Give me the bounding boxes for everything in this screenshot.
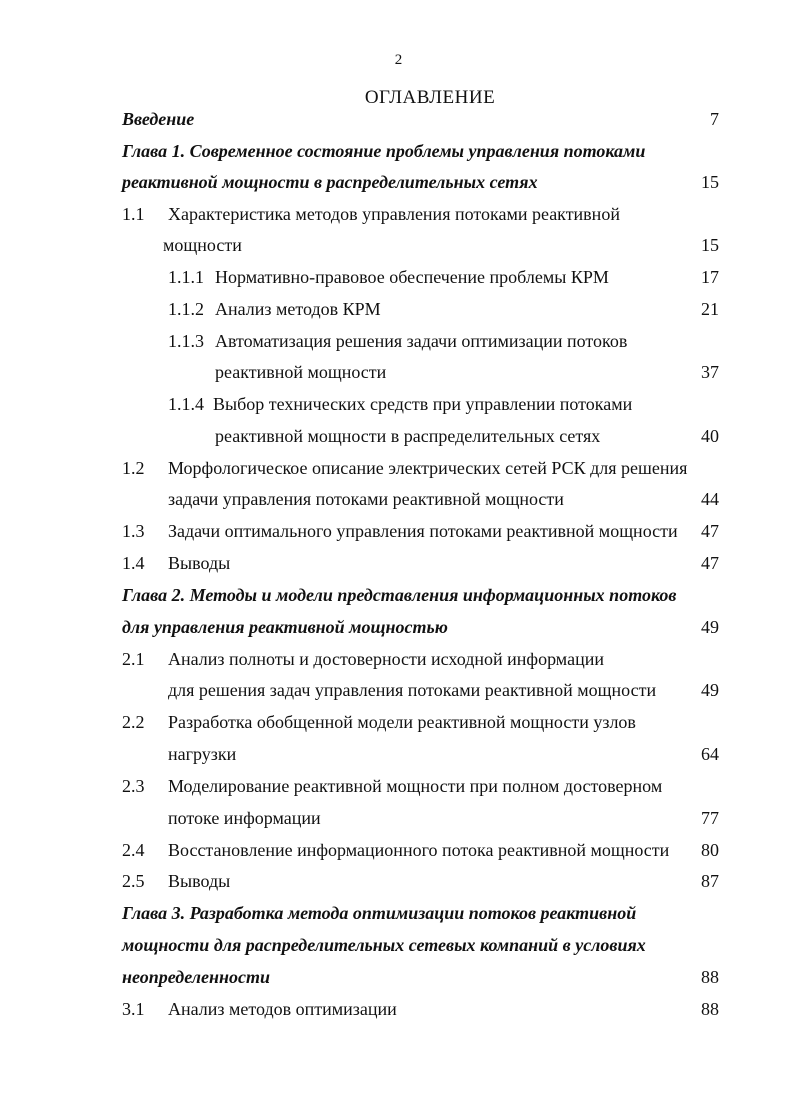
toc-entry-text: Выбор технических средств при управлении потоками bbox=[213, 394, 633, 414]
toc-entry bbox=[0, 771, 797, 801]
toc-entry-page: 17 bbox=[701, 267, 719, 287]
toc-entry bbox=[0, 930, 797, 960]
toc-entry-number: 1.2 bbox=[122, 458, 145, 478]
toc-entry-number: 2.4 bbox=[122, 840, 145, 860]
toc-entry-page: 87 bbox=[701, 871, 719, 891]
toc-entry bbox=[0, 389, 797, 419]
toc-entry bbox=[0, 962, 797, 992]
toc-entry bbox=[0, 167, 797, 197]
toc-entry-text: для управления реактивной мощностью bbox=[122, 617, 448, 637]
toc-entry-page: 21 bbox=[701, 299, 719, 319]
toc-entry-text: Восстановление информационного потока реактивной мощности bbox=[168, 840, 670, 860]
toc-entry bbox=[0, 898, 797, 928]
toc-entry-page: 44 bbox=[701, 489, 719, 509]
toc-entry-page: 77 bbox=[701, 808, 719, 828]
toc-entry bbox=[0, 994, 797, 1024]
toc-entry bbox=[0, 803, 797, 833]
toc-entry-text: реактивной мощности в распределительных сетях bbox=[122, 172, 538, 192]
toc-entry bbox=[0, 357, 797, 387]
toc-entry-page: 49 bbox=[701, 617, 719, 637]
toc-entry bbox=[0, 326, 797, 356]
toc-entry-text: Моделирование реактивной мощности при полном достоверном bbox=[168, 776, 663, 796]
toc-entry-text: Выводы bbox=[168, 553, 231, 573]
toc-entry-text: Автоматизация решения задачи оптимизации потоков bbox=[215, 331, 628, 351]
toc-entry-number: 2.1 bbox=[122, 649, 145, 669]
toc-title: ОГЛАВЛЕНИЕ bbox=[364, 87, 496, 108]
toc-entry-text: Нормативно-правовое обеспечение проблемы КРМ bbox=[215, 267, 609, 287]
toc-entry-text: Морфологическое описание электрических сетей РСК для решения bbox=[168, 458, 688, 478]
toc-entry bbox=[0, 104, 797, 134]
toc-entry-number: 1.1.3 bbox=[168, 331, 204, 351]
toc-entry-number: 1.1.2 bbox=[168, 299, 204, 319]
toc-entry-page: 49 bbox=[701, 680, 719, 700]
toc-entry-text: Разработка обобщенной модели реактивной мощности узлов bbox=[168, 712, 636, 732]
toc-entry-text: задачи управления потоками реактивной мощности bbox=[168, 489, 564, 509]
toc-entry-page: 80 bbox=[701, 840, 719, 860]
toc-entry-text: мощности bbox=[163, 235, 242, 255]
toc-entry-number: 3.1 bbox=[122, 999, 145, 1019]
toc-entry-page: 15 bbox=[701, 235, 719, 255]
toc-entry-page: 88 bbox=[701, 967, 719, 987]
toc-entry-text: реактивной мощности bbox=[215, 362, 387, 382]
toc-entry-page: 64 bbox=[701, 744, 719, 764]
toc-entry bbox=[0, 294, 797, 324]
toc-entry-text: Выводы bbox=[168, 871, 231, 891]
toc-entry-number: 2.3 bbox=[122, 776, 145, 796]
toc-entry-text: реактивной мощности в распределительных сетях bbox=[215, 426, 601, 446]
toc-entry bbox=[0, 866, 797, 896]
toc-entry-number: 1.1.1 bbox=[168, 267, 204, 287]
toc-entry-page: 15 bbox=[701, 172, 719, 192]
toc-entry bbox=[0, 580, 797, 610]
toc-entry-text: Анализ методов КРМ bbox=[215, 299, 381, 319]
toc-entry-number: 1.1 bbox=[122, 204, 145, 224]
toc-entry-text: мощности для распределительных сетевых компаний в условиях bbox=[122, 935, 646, 955]
toc-entry bbox=[0, 484, 797, 514]
toc-entry-page: 40 bbox=[701, 426, 719, 446]
toc-entry bbox=[0, 739, 797, 769]
toc-entry-text: Глава 2. Методы и модели представления информационных потоков bbox=[122, 585, 677, 605]
toc-entry-number: 1.4 bbox=[122, 553, 145, 573]
toc-entry-text: для решения задач управления потоками реактивной мощности bbox=[168, 680, 657, 700]
toc-entry bbox=[0, 262, 797, 292]
toc-entry-page: 47 bbox=[701, 521, 719, 541]
toc-entry-text: нагрузки bbox=[168, 744, 237, 764]
toc-entry bbox=[0, 136, 797, 166]
toc-entry bbox=[0, 516, 797, 546]
toc-entry bbox=[0, 199, 797, 229]
toc-entry-page: 37 bbox=[701, 362, 719, 382]
toc-entry bbox=[0, 453, 797, 483]
toc-entry-text: Задачи оптимального управления потоками реактивной мощности bbox=[168, 521, 678, 541]
toc-entry-page: 88 bbox=[701, 999, 719, 1019]
toc-entry bbox=[0, 675, 797, 705]
toc-entry-page: 47 bbox=[701, 553, 719, 573]
toc-entry-text: Глава 3. Разработка метода оптимизации потоков реактивной bbox=[122, 903, 637, 923]
toc-entry-text: Введение bbox=[122, 109, 195, 129]
toc-entry bbox=[0, 644, 797, 674]
toc-entry-text: Глава 1. Современное состояние проблемы управления потоками bbox=[122, 141, 646, 161]
toc-entry-text: неопределенности bbox=[122, 967, 270, 987]
toc-entry bbox=[0, 707, 797, 737]
toc-entry-number: 1.1.4 bbox=[168, 394, 204, 414]
toc-entry-number: 2.2 bbox=[122, 712, 145, 732]
toc-entry bbox=[0, 548, 797, 578]
toc-entry-page: 7 bbox=[710, 109, 719, 129]
toc-entry bbox=[0, 421, 797, 451]
toc-entry-text: потоке информации bbox=[168, 808, 321, 828]
toc-entry-text: Характеристика методов управления потоками реактивной bbox=[168, 204, 620, 224]
toc-entry bbox=[0, 612, 797, 642]
page-number: 2 bbox=[394, 52, 403, 68]
toc-entry-number: 1.3 bbox=[122, 521, 145, 541]
toc-entry bbox=[0, 230, 797, 260]
toc-entry-text: Анализ полноты и достоверности исходной информации bbox=[168, 649, 604, 669]
toc-entry-number: 2.5 bbox=[122, 871, 145, 891]
toc-entry-text: Анализ методов оптимизации bbox=[168, 999, 397, 1019]
toc-entry bbox=[0, 835, 797, 865]
